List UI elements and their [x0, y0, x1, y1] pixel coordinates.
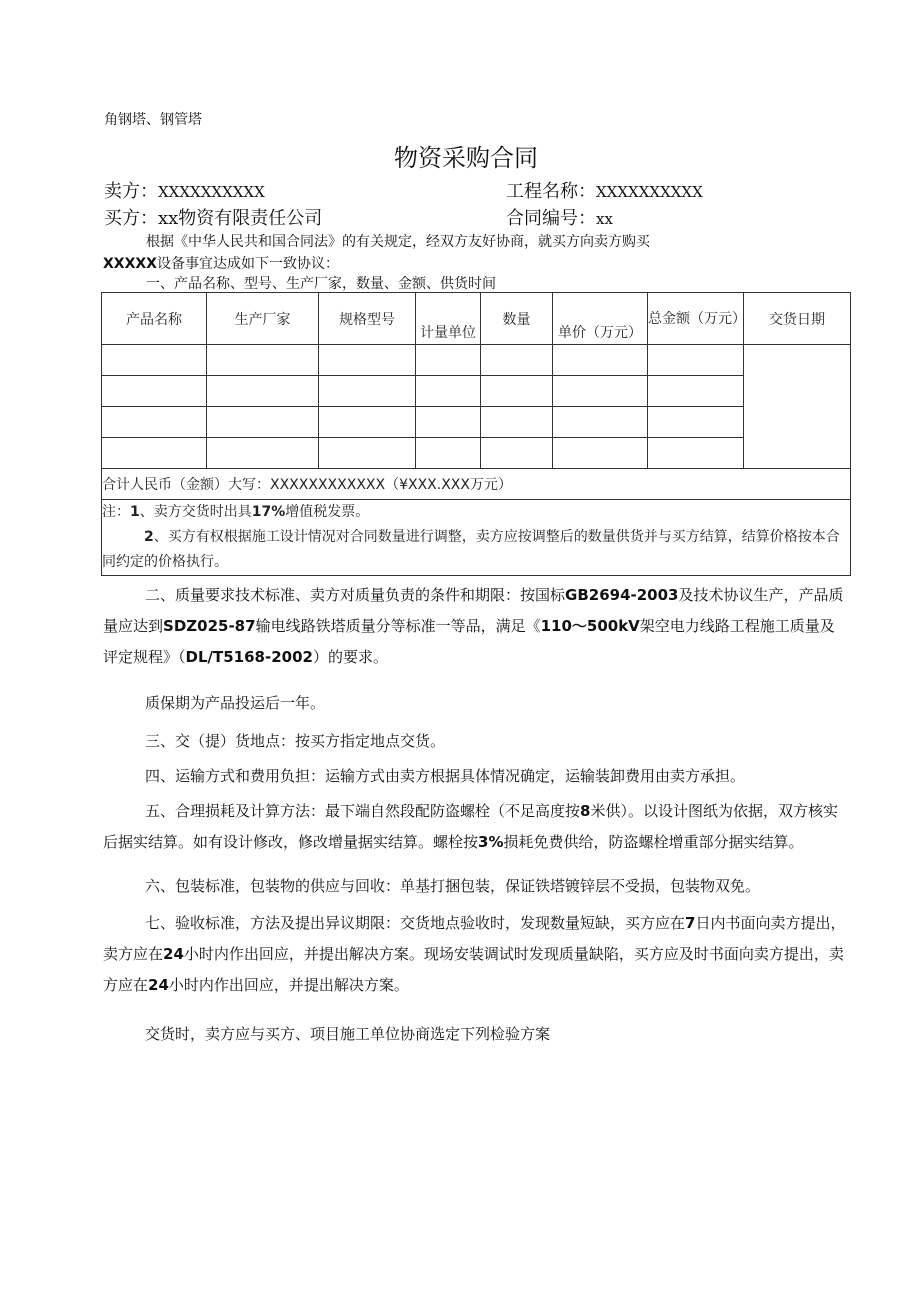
buyer-label: 买方： — [104, 208, 158, 229]
section-2-text-i: ）的要求。 — [312, 648, 388, 666]
table-cell — [102, 438, 207, 469]
loss-rate: 3% — [478, 833, 504, 851]
table-cell — [319, 376, 416, 407]
section-7-text-c: 日内书面向卖方提出，卖方应在 — [103, 914, 846, 963]
section-6-packaging: 六、包装标准，包装物的供应与回收：单基打捆包装，保证铁塔镀锌层不受损，包装物双免。 — [145, 877, 761, 895]
note-row — [102, 500, 851, 576]
equipment-code: XXXXX — [103, 256, 157, 272]
goods-table — [101, 292, 851, 576]
section-7-text-a: 七、验收标准，方法及提出异议期限：交货地点验收时，发现数量短缺，买方应在 — [145, 914, 686, 932]
table-cell — [319, 345, 416, 376]
table-row — [102, 407, 851, 438]
table-cell — [481, 345, 553, 376]
standard-gb: GB2694-2003 — [565, 586, 679, 604]
table-cell — [481, 407, 553, 438]
col-header-unit: 计量单位 — [416, 293, 481, 345]
section-5-text-c: 米供）。以设计图纸为依据，双方核实后据实结算。如有设计修改，修改增量据实结算。螺栓按 — [103, 802, 838, 851]
section-7-text-g: 小时内作出回应，并提出解决方案。 — [168, 976, 409, 994]
note-2 — [102, 525, 850, 575]
table-cell — [416, 438, 481, 469]
project-label: 工程名称： — [506, 181, 596, 202]
contract-no-line — [506, 204, 613, 230]
note-1 — [102, 500, 850, 525]
table-cell — [416, 345, 481, 376]
table-row — [102, 345, 851, 376]
section-5-text-e: 损耗免费供给，防盗螺栓增重部分据实结算。 — [503, 833, 804, 851]
table-cell — [416, 376, 481, 407]
standard-sdz: SDZ025-87 — [163, 617, 256, 635]
table-cell — [102, 376, 207, 407]
section-5-text-a: 五、合理损耗及计算方法：最下端自然段配防盗螺栓（不足高度按 — [145, 802, 581, 820]
intro-line-2 — [103, 253, 339, 273]
total-label: 合计人民币（金额）大写： — [102, 477, 270, 493]
col-header-total-amount: 总金额（万元） — [648, 293, 744, 345]
total-value: XXXXXXXXXXXX（¥XXX.XXX万元） — [270, 477, 512, 493]
col-header-product-name: 产品名称 — [102, 293, 207, 345]
delivery-date-cell — [744, 345, 851, 469]
intro-line-2-rest: 设备事宜达成如下一致协议： — [156, 256, 339, 272]
note-prefix: 注： — [102, 504, 130, 520]
table-cell — [553, 407, 648, 438]
table-cell — [553, 438, 648, 469]
table-cell — [207, 345, 319, 376]
seller-label: 卖方： — [104, 181, 158, 202]
section-2-quality — [103, 580, 848, 673]
col-header-delivery-date: 交货日期 — [744, 293, 851, 345]
section-1-title: 一、产品名称、型号、生产厂家，数量、金额、供货时间 — [146, 276, 496, 292]
table-cell — [648, 407, 744, 438]
note-cell — [102, 500, 851, 576]
note-2-text: 、买方有权根据施工设计情况对合同数量进行调整，卖方应按调整后的数量供货并与买方结算，结算价格按本合同约定的价格执行。 — [102, 529, 840, 570]
project-line — [506, 177, 703, 203]
warranty-text: 质保期为产品投运后一年。 — [145, 694, 326, 712]
table-cell — [416, 407, 481, 438]
table-cell — [648, 345, 744, 376]
table-row — [102, 376, 851, 407]
note-1-text: 、卖方交货时出具 — [139, 504, 252, 520]
section-3-delivery-place: 三、交（提）货地点：按买方指定地点交货。 — [145, 732, 446, 750]
contract-no-value: xx — [596, 210, 613, 228]
table-cell — [648, 438, 744, 469]
note-1-number: 1 — [130, 504, 140, 520]
section-2-text-g: 架空电力线路工程施工质量及评定规程》（ — [103, 617, 835, 666]
table-cell — [553, 376, 648, 407]
delivery-inspection-note: 交货时，卖方应与买方、项目施工单位协商选定下列检验方案 — [145, 1025, 551, 1043]
standard-dlt: DL/T5168-2002 — [185, 648, 313, 666]
table-cell — [207, 438, 319, 469]
buyer-line — [104, 204, 322, 230]
total-cell — [102, 469, 851, 500]
voltage-range: 110～500kV — [540, 617, 640, 635]
header-tag: 角钢塔、钢管塔 — [104, 112, 202, 128]
section-2-text-c: 及技术协议生产，产品质量应达到 — [103, 586, 844, 635]
table-cell — [648, 376, 744, 407]
contract-no-label: 合同编号： — [506, 208, 596, 229]
section-2-text-e: 输电线路铁塔质量分等标准一等品，满足《 — [255, 617, 541, 635]
buyer-value: xx物资有限责任公司 — [158, 208, 323, 229]
col-header-spec-model: 规格型号 — [319, 293, 416, 345]
table-cell — [319, 407, 416, 438]
table-cell — [102, 407, 207, 438]
seller-value: XXXXXXXXXX — [158, 183, 265, 201]
note-1-text-end: 增值税发票。 — [285, 504, 370, 520]
section-7-text-e: 小时内作出回应，并提出解决方案。现场安装调试时发现质量缺陷，买方应及时书面向卖方提出，卖方应在 — [103, 945, 844, 994]
table-cell — [481, 438, 553, 469]
table-cell — [207, 407, 319, 438]
table-cell — [481, 376, 553, 407]
days-value: 7 — [685, 914, 696, 932]
total-row — [102, 469, 851, 500]
col-header-unit-price: 单价（万元） — [553, 293, 648, 345]
hours-value-2: 24 — [148, 976, 169, 994]
section-4-transport: 四、运输方式和费用负担：运输方式由卖方根据具体情况确定，运输装卸费用由卖方承担。 — [145, 767, 746, 785]
col-header-quantity: 数量 — [481, 293, 553, 345]
table-cell — [319, 438, 416, 469]
section-7-acceptance — [103, 908, 848, 1001]
project-value: XXXXXXXXXX — [596, 183, 703, 201]
col-header-manufacturer: 生产厂家 — [207, 293, 319, 345]
seller-line — [104, 177, 265, 203]
hours-value-1: 24 — [163, 945, 184, 963]
table-row — [102, 438, 851, 469]
table-cell — [102, 345, 207, 376]
table-header-row — [102, 293, 851, 345]
height-value: 8 — [580, 802, 591, 820]
note-2-number: 2 — [144, 529, 154, 545]
note-1-rate: 17% — [251, 504, 286, 520]
table-cell — [553, 345, 648, 376]
intro-line-1: 根据《中华人民共和国合同法》的有关规定，经双方友好协商，就买方向卖方购买 — [146, 234, 650, 250]
section-5-loss — [103, 796, 848, 858]
table-cell — [207, 376, 319, 407]
contract-title: 物资采购合同 — [394, 144, 538, 172]
section-2-text-a: 二、质量要求技术标准、卖方对质量负责的条件和期限：按国标 — [145, 586, 566, 604]
